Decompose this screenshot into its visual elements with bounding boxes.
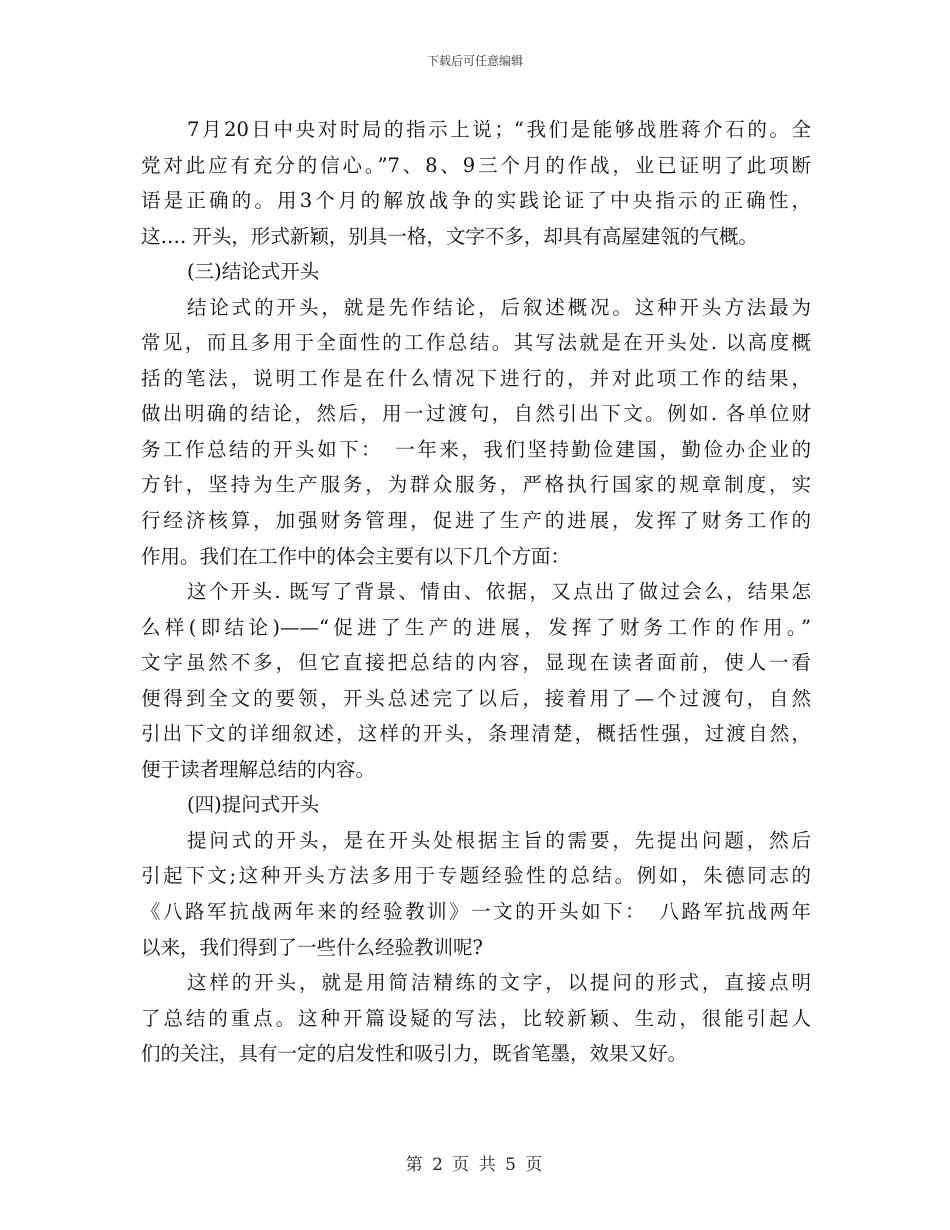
text-line: 么样(即结论)——“促进了生产的进展，发挥了财务工作的作用。” [141, 615, 811, 639]
body-text [141, 112, 811, 1072]
text-line: 务工作总结的开头如下： 一年来，我们坚持勤俭建国，勤俭办企业的 [141, 437, 811, 461]
text-line: 作用。我们在工作中的体会主要有以下几个方面： [141, 544, 571, 568]
text-line: (四)提问式开头 [187, 793, 320, 817]
text-line: 文字虽然不多，但它直接把总结的内容，显现在读者面前，使人一看 [141, 651, 811, 675]
text-line: 们的关注，具有一定的启发性和吸引力，既省笔墨，效果又好。 [141, 1042, 688, 1066]
text-line: 常见，而且多用于全面性的工作总结。其写法就是在开头处. 以高度概 [141, 331, 811, 355]
text-line: 行经济核算，加强财务管理，促进了生产的进展，发挥了财务工作的 [141, 509, 811, 533]
text-line: (三)结论式开头 [187, 260, 320, 284]
text-line: 结论式的开头，就是先作结论，后叙述概况。这种开头方法最为 [187, 295, 811, 319]
text-line: 便得到全文的要领，开头总述完了以后，接着用了—个过渡句，自然 [141, 686, 811, 710]
text-line: 引出下文的详细叙述，这样的开头，条理清楚，概括性强，过渡自然， [141, 722, 811, 746]
text-line: 这…. 开头，形式新颖，别具一格，文字不多，却具有高屋建瓴的气概。 [141, 224, 758, 248]
page-footer: 第 2 页 共 5 页 [405, 1155, 545, 1175]
page-header: 下载后可任意编辑 [426, 54, 523, 68]
text-line: 方针，坚持为生产服务，为群众服务，严格执行国家的规章制度，实 [141, 473, 811, 497]
text-line: 7月20日中央对时局的指示上说；“我们是能够战胜蒋介石的。全 [187, 118, 811, 141]
text-line: 做出明确的结论，然后，用一过渡句，自然引出下文。例如. 各单位财 [141, 402, 811, 426]
text-line: 便于读者理解总结的内容。 [141, 757, 376, 781]
text-line: 以来，我们得到了一些什么经验教训呢? [141, 935, 483, 959]
text-line: 括的笔法，说明工作是在什么情况下进行的，并对此项工作的结果， [141, 366, 811, 390]
text-line: 党对此应有充分的信心。”7、8、9三个月的作战，业已证明了此项断 [141, 153, 811, 177]
text-line: 提问式的开头，是在开头处根据主旨的需要，先提出问题，然后 [187, 828, 811, 852]
text-line: 引起下文;这种开头方法多用于专题经验性的总结。例如，朱德同志的 [141, 864, 811, 888]
text-line: 了总结的重点。这种开篇设疑的写法，比较新颖、生动，很能引起人 [141, 1006, 811, 1030]
text-line: 语是正确的。用3个月的解放战争的实践论证了中央指示的正确性， [141, 189, 811, 213]
text-line: 这样的开头，就是用简洁精练的文字，以提问的形式，直接点明 [187, 971, 811, 995]
text-line: 《八路军抗战两年来的经验教训》一文的开头如下： 八路军抗战两年 [141, 900, 811, 924]
text-line: 这个开头. 既写了背景、情由、依据，又点出了做过会么，结果怎 [187, 580, 811, 604]
